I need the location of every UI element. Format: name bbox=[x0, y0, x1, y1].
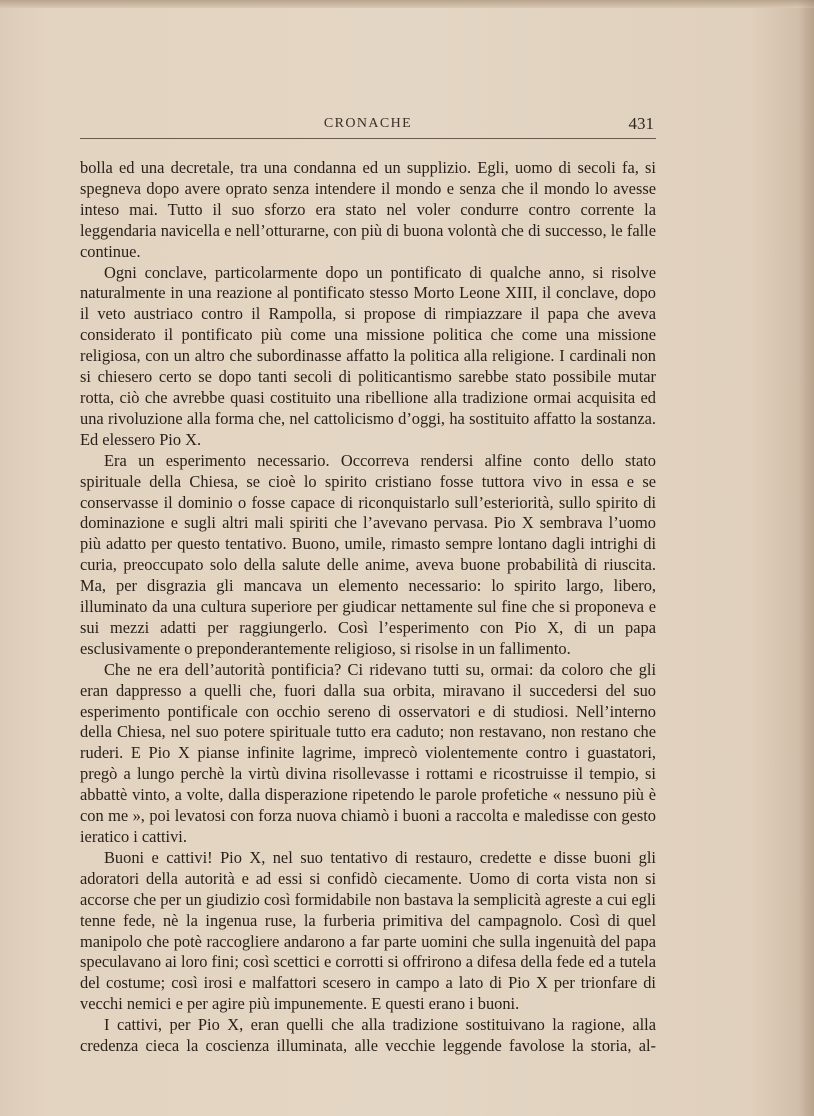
paragraph-3: Era un esperimento necessario. Occorreva rendersi alfine conto dello stato spirituale della Chiesa, se cioè lo spirito cristiano fosse tuttora vivo in essa e se conservasse il dominio o fosse capace di riconquistarlo sull’esteriorità, sullo spirito di dominazione e sugli altri mali spiriti che l’avevano pervasa. Pio X sembrava l’uomo più adatto per questo tentativo. Buono, umile, rimasto sempre lontano dagli intrighi di curia, preoccupato solo della salute delle anime, aveva buone probabilità di riuscita. Ma, per disgrazia gli mancava un elemento necessario: lo spirito largo, libero, illuminato da una cultura superiore per giudicar nettamente sul fine che si proponeva e sui mezzi adatti per raggiungerlo. Così l’esperimento con Pio X, di un papa esclusivamente o preponderantemente religioso, si risolse in un fallimento. bbox=[80, 450, 656, 658]
paragraph-5: Buoni e cattivi! Pio X, nel suo tentativo di restauro, credette e disse buoni gli adoratori della autorità e ad essi si confidò ciecamente. Uomo di corta vista non si accorse che per un giudizio così formidabile non bastava la semplicità agreste a cui egli tenne fede, nè la ingenua ruse, la furberia primitiva del campagnolo. Così di quel manipolo che potè raccogliere andarono a far parte uomini che sulla ingenuità del papa speculavano ai loro fini; così scettici e corrotti si offrirono a difesa della fede ed a tutela del costume; così irosi e malfattori scesero in campo a lato di Pio X per trionfare di vecchi nemici e per agire più impunemente. E questi erano i buoni. bbox=[80, 847, 656, 1014]
page-top-edge bbox=[0, 0, 814, 8]
running-header bbox=[80, 114, 656, 144]
running-head-title: CRONACHE bbox=[323, 116, 413, 131]
paragraph-4: Che ne era dell’autorità pontificia? Ci ridevano tutti su, ormai: da coloro che gli eran dappresso a quelli che, fuori dalla sua orbita, miravano il succedersi del suo esperimento pontificale con occhio sereno di osservatori e di studiosi. Nell’interno della Chiesa, nel suo potere spirituale tutto era caduto; non restavano, non restano che ruderi. E Pio X pianse infinite lagrime, imprecò violentemente contro i guastatori, pregò a lungo perchè la virtù divina risollevasse i rottami e ricostruisse il tempio, si abbattè vinto, a volte, dalla disperazione ripetendo le parole profetiche « nessuno più è con me », poi levatosi con forza nuova chiamò i buoni a raccolta e maledisse con gesto ieratico i cattivi. bbox=[80, 659, 656, 846]
page-number: 431 bbox=[628, 114, 654, 133]
paragraph-1: bolla ed una decretale, tra una condanna ed un supplizio. Egli, uomo di secoli fa, si spegneva dopo avere oprato senza intendere il mondo e senza che il mondo lo avesse inteso mai. Tutto il suo sforzo era stato nel voler condurre contro corrente la leggendaria navicella e nell’otturarne, con più di buona volontà che di successo, le falle continue. bbox=[80, 158, 656, 261]
page-right-edge-shadow bbox=[798, 0, 814, 1116]
paragraph-6: I cattivi, per Pio X, eran quelli che alla tradizione sostituivano la ragione, alla credenza cieca la coscienza illuminata, alle vecchie leggende favolose la storia, al- bbox=[80, 1015, 656, 1056]
body-text bbox=[80, 158, 656, 1057]
paragraph-2: Ogni conclave, particolarmente dopo un pontificato di qualche anno, si risolve naturalmente in una reazione al pontificato stesso Morto Leone XIII, il conclave, dopo il veto austriaco contro il Rampolla, si propose di rimpiazzare il papa che aveva considerato il pontificato più come una missione politica che come una missione religiosa, con un altro che subordinasse affatto la politica alla religione. I cardinali non si chiesero certo se dopo tanti secoli di politicantismo sarebbe stato possibile mutar rotta, ciò che avrebbe quasi costituito una ribellione alla tradizione ormai acquisita ed una rivoluzione alla forma che, nel cattolicismo d’oggi, ha sostituito affatto la sostanza. Ed elessero Pio X. bbox=[80, 262, 656, 449]
header-rule bbox=[80, 138, 656, 139]
